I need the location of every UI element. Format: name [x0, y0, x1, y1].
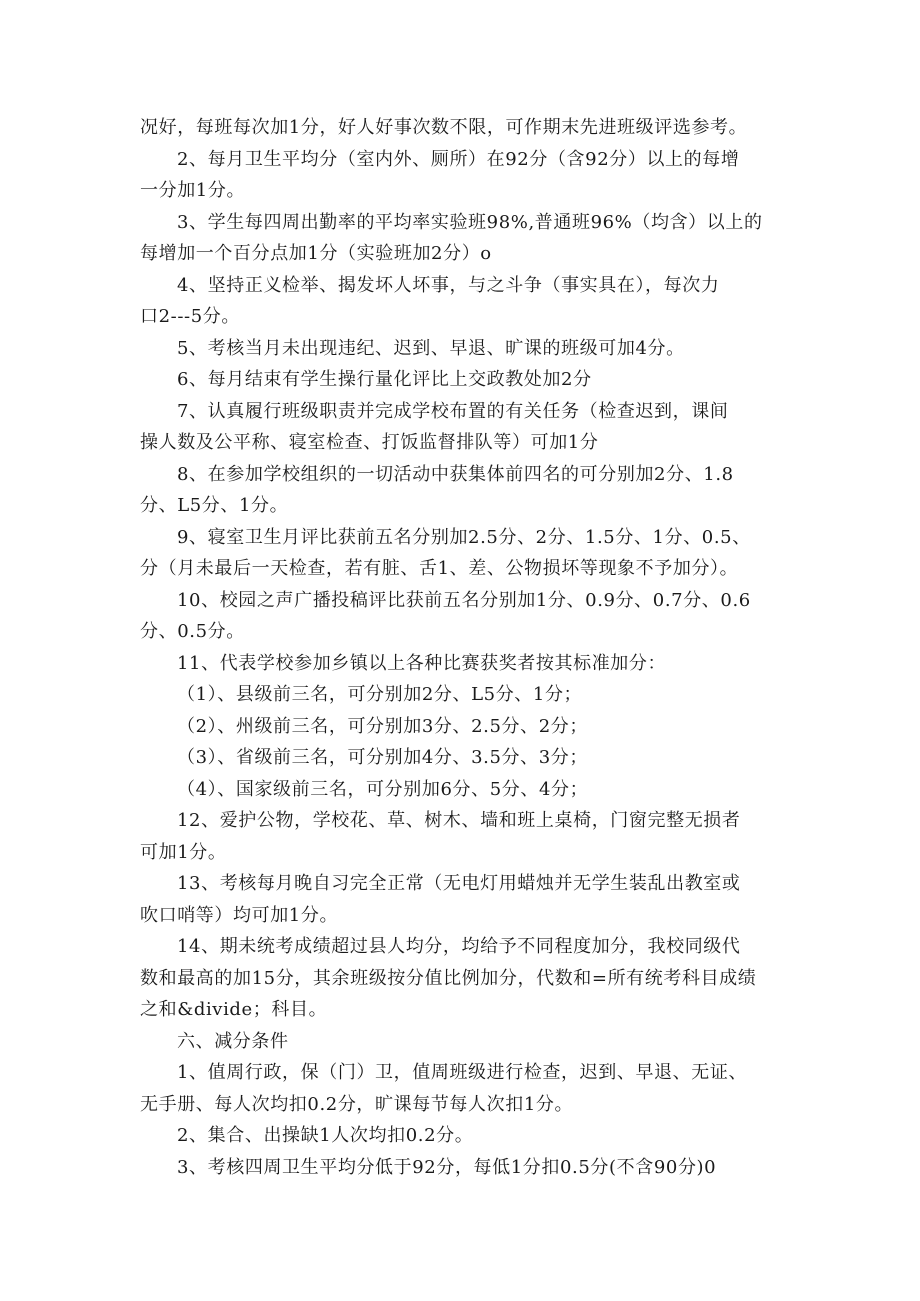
text-line: 12、爱护公物，学校花、草、树木、墙和班上桌椅，门窗完整无损者 — [177, 810, 741, 831]
text-line: 6、每月结束有学生操行量化评比上交政教处加2分 — [177, 369, 592, 390]
text-line: 数和最高的加15分，其余班级按分值比例加分，代数和=所有统考科目成绩 — [140, 967, 757, 989]
text-line: 之和&divide；科目。 — [140, 999, 328, 1020]
text-line: （2）、州级前三名，可分别加3分、2.5分、2分； — [177, 715, 588, 737]
text-line: 10、校园之声广播投稿评比获前五名分别加1分、0.9分、0.7分、0.6 — [177, 589, 751, 611]
text-line: 9、寝室卫生月评比获前五名分别加2.5分、2分、1.5分、1分、0.5、 — [177, 526, 751, 548]
text-line: 3、学生每四周出勤率的平均率实验班98%,普通班96%（均含）以上的 — [177, 211, 763, 233]
text-line: 一分加1分。 — [140, 180, 246, 201]
text-line: 六、减分条件 — [177, 1030, 289, 1052]
text-line: 4、坚持正义检举、揭发坏人坏事，与之斗争（事实具在），每次力 — [177, 274, 720, 296]
text-line: 5、考核当月未出现违纪、迟到、早退、旷课的班级可加4分。 — [177, 337, 685, 359]
text-line: 7、认真履行班级职责并完成学校布置的有关任务（检查迟到，课间 — [177, 400, 729, 422]
text-line: 3、考核四周卫生平均分低于92分，每低1分扣0.5分(不含90分)0 — [177, 1156, 717, 1178]
text-line: 2、每月卫生平均分（室内外、厕所）在92分（含92分）以上的每增 — [177, 148, 740, 170]
text-line: 8、在参加学校组织的一切活动中获集体前四名的可分别加2分、1.8 — [177, 463, 734, 485]
document-body — [140, 112, 785, 1183]
text-line: 口2---5分。 — [140, 306, 240, 327]
text-line: 2、集合、出操缺1人次均扣0.2分。 — [177, 1125, 474, 1146]
text-line: （1）、县级前三名，可分别加2分、L5分、1分； — [177, 684, 583, 705]
text-line: 可加1分。 — [140, 841, 227, 863]
text-line: 11、代表学校参加乡镇以上各种比赛获奖者按其标准加分： — [177, 652, 667, 674]
text-line: 14、期未统考成绩超过县人均分，均给予不同程度加分，我校同级代 — [177, 936, 741, 957]
text-line: 操人数及公平称、寝室检查、打饭监督排队等）可加1分 — [140, 432, 599, 453]
text-line: （3）、省级前三名，可分别加4分、3.5分、3分； — [177, 747, 588, 768]
text-line: 无手册、每人次均扣0.2分，旷课每节每人次扣1分。 — [140, 1093, 574, 1115]
text-line: 每增加一个百分点加1分（实验班加2分）o — [140, 243, 492, 264]
text-line: 13、考核每月晚自习完全正常（无电灯用蜡烛并无学生装乱出教室或 — [177, 873, 741, 894]
text-line: （4）、国家级前三名，可分别加6分、5分、4分； — [177, 778, 589, 800]
text-line: 吹口哨等）均可加1分。 — [140, 904, 339, 926]
text-line: 分、0.5分。 — [140, 621, 245, 642]
text-line: 分（月未最后一天检查，若有脏、舌1、差、公物损坏等现象不予加分）。 — [140, 558, 739, 579]
text-line: 1、值周行政，保（门）卫，值周班级进行检查，迟到、早退、无证、 — [177, 1062, 748, 1083]
text-line: 分、L5分、1分。 — [140, 495, 289, 516]
text-line: 况好，每班每次加1分，好人好事次数不限，可作期末先进班级评选参考。 — [140, 117, 748, 138]
